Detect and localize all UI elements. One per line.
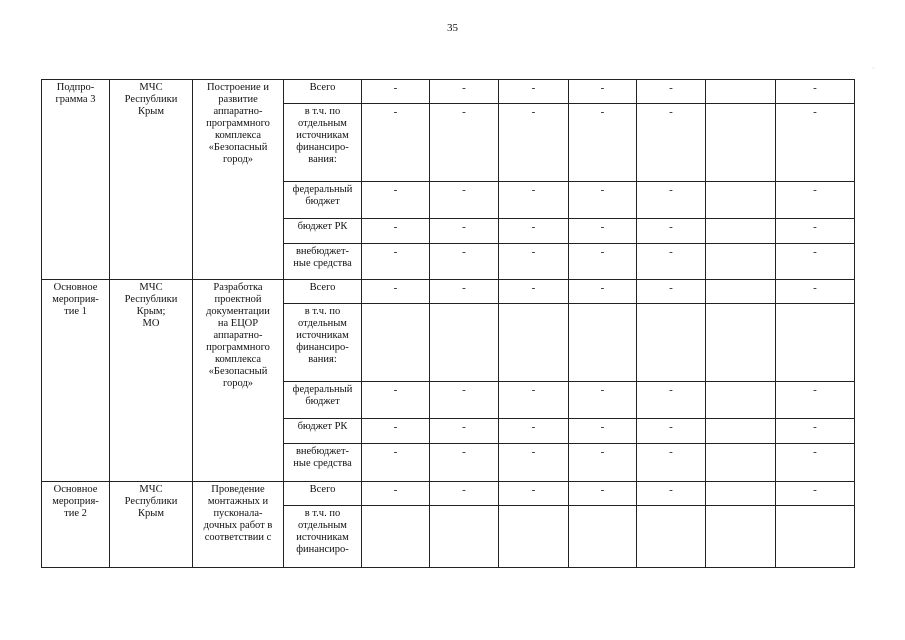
- amount-cell: -: [776, 219, 855, 244]
- amount-cell: -: [430, 80, 499, 104]
- amount-cell: -: [499, 419, 569, 444]
- amount-cell: [706, 104, 776, 182]
- amount-cell: -: [569, 104, 637, 182]
- page-number: 35: [447, 22, 458, 34]
- amount-cell: -: [430, 219, 499, 244]
- amount-cell: -: [499, 280, 569, 304]
- amount-cell: -: [637, 482, 706, 506]
- amount-cell: -: [776, 382, 855, 419]
- amount-cell: -: [362, 419, 430, 444]
- amount-cell: -: [637, 182, 706, 219]
- amount-cell: [706, 182, 776, 219]
- amount-cell: -: [499, 382, 569, 419]
- amount-cell: [706, 80, 776, 104]
- amount-cell: [430, 304, 499, 382]
- funding-source-cell: в т.ч. по отдельным источникам финансиро- вания:: [284, 104, 362, 182]
- amount-cell: -: [430, 444, 499, 482]
- amount-cell: -: [776, 244, 855, 280]
- amount-cell: [569, 506, 637, 568]
- amount-cell: -: [776, 182, 855, 219]
- amount-cell: -: [776, 444, 855, 482]
- amount-cell: [362, 304, 430, 382]
- amount-cell: -: [637, 219, 706, 244]
- amount-cell: -: [430, 482, 499, 506]
- amount-cell: -: [637, 419, 706, 444]
- amount-cell: -: [362, 244, 430, 280]
- amount-cell: -: [637, 382, 706, 419]
- funding-source-cell: внебюджет- ные средства: [284, 244, 362, 280]
- amount-cell: -: [499, 244, 569, 280]
- amount-cell: [706, 444, 776, 482]
- amount-cell: [706, 419, 776, 444]
- block-executor-cell: МЧС Республики Крым: [110, 80, 193, 280]
- funding-source-cell: Всего: [284, 80, 362, 104]
- funding-source-cell: федеральный бюджет: [284, 182, 362, 219]
- amount-cell: -: [362, 482, 430, 506]
- amount-cell: -: [569, 219, 637, 244]
- amount-cell: -: [362, 444, 430, 482]
- funding-source-cell: в т.ч. по отдельным источникам финансиро-: [284, 506, 362, 568]
- table-row: [42, 482, 855, 506]
- amount-cell: [430, 506, 499, 568]
- funding-source-cell: федеральный бюджет: [284, 382, 362, 419]
- block-executor-cell: МЧС Республики Крым; МО: [110, 280, 193, 482]
- amount-cell: -: [776, 80, 855, 104]
- amount-cell: -: [362, 182, 430, 219]
- amount-cell: [637, 304, 706, 382]
- amount-cell: [706, 482, 776, 506]
- amount-cell: [637, 506, 706, 568]
- amount-cell: [706, 382, 776, 419]
- amount-cell: -: [499, 104, 569, 182]
- amount-cell: -: [569, 482, 637, 506]
- amount-cell: -: [430, 104, 499, 182]
- funding-source-cell: в т.ч. по отдельным источникам финансиро- вания:: [284, 304, 362, 382]
- funding-source-cell: бюджет РК: [284, 419, 362, 444]
- amount-cell: -: [499, 80, 569, 104]
- amount-cell: -: [569, 80, 637, 104]
- table-row: [42, 80, 855, 104]
- amount-cell: [706, 506, 776, 568]
- scan-speck: ·: [872, 66, 874, 72]
- funding-table: [41, 79, 855, 568]
- block-status-cell: Подпро- грамма 3: [42, 80, 110, 280]
- amount-cell: [706, 244, 776, 280]
- amount-cell: -: [430, 419, 499, 444]
- amount-cell: [776, 304, 855, 382]
- amount-cell: [706, 280, 776, 304]
- block-name-cell: Построение и развитие аппаратно- программного комплекса «Безопасный город»: [193, 80, 284, 280]
- block-executor-cell: МЧС Республики Крым: [110, 482, 193, 568]
- amount-cell: -: [637, 280, 706, 304]
- amount-cell: [362, 506, 430, 568]
- amount-cell: -: [637, 80, 706, 104]
- amount-cell: -: [430, 182, 499, 219]
- funding-source-cell: Всего: [284, 280, 362, 304]
- amount-cell: -: [430, 244, 499, 280]
- amount-cell: -: [776, 104, 855, 182]
- amount-cell: -: [430, 280, 499, 304]
- amount-cell: [706, 304, 776, 382]
- amount-cell: -: [499, 444, 569, 482]
- table-row: [42, 280, 855, 304]
- amount-cell: -: [569, 444, 637, 482]
- amount-cell: -: [776, 482, 855, 506]
- block-name-cell: Разработка проектной документации на ЕЦОР аппаратно- программного комплекса «Безопасный город»: [193, 280, 284, 482]
- funding-source-cell: бюджет РК: [284, 219, 362, 244]
- amount-cell: -: [362, 104, 430, 182]
- amount-cell: -: [569, 382, 637, 419]
- amount-cell: -: [430, 382, 499, 419]
- amount-cell: -: [569, 244, 637, 280]
- amount-cell: -: [637, 444, 706, 482]
- amount-cell: -: [362, 382, 430, 419]
- amount-cell: [776, 506, 855, 568]
- amount-cell: -: [637, 244, 706, 280]
- funding-source-cell: внебюджет- ные средства: [284, 444, 362, 482]
- amount-cell: [499, 506, 569, 568]
- amount-cell: [499, 304, 569, 382]
- block-status-cell: Основное мероприя- тие 2: [42, 482, 110, 568]
- funding-source-cell: Всего: [284, 482, 362, 506]
- amount-cell: -: [569, 419, 637, 444]
- amount-cell: -: [499, 482, 569, 506]
- amount-cell: -: [637, 104, 706, 182]
- amount-cell: -: [362, 280, 430, 304]
- amount-cell: [706, 219, 776, 244]
- block-name-cell: Проведение монтажных и пусконала- дочных работ в соответствии с: [193, 482, 284, 568]
- amount-cell: -: [569, 182, 637, 219]
- amount-cell: -: [569, 280, 637, 304]
- amount-cell: -: [499, 182, 569, 219]
- amount-cell: -: [776, 280, 855, 304]
- amount-cell: [569, 304, 637, 382]
- block-status-cell: Основное мероприя- тие 1: [42, 280, 110, 482]
- amount-cell: -: [362, 80, 430, 104]
- amount-cell: -: [499, 219, 569, 244]
- amount-cell: -: [776, 419, 855, 444]
- amount-cell: -: [362, 219, 430, 244]
